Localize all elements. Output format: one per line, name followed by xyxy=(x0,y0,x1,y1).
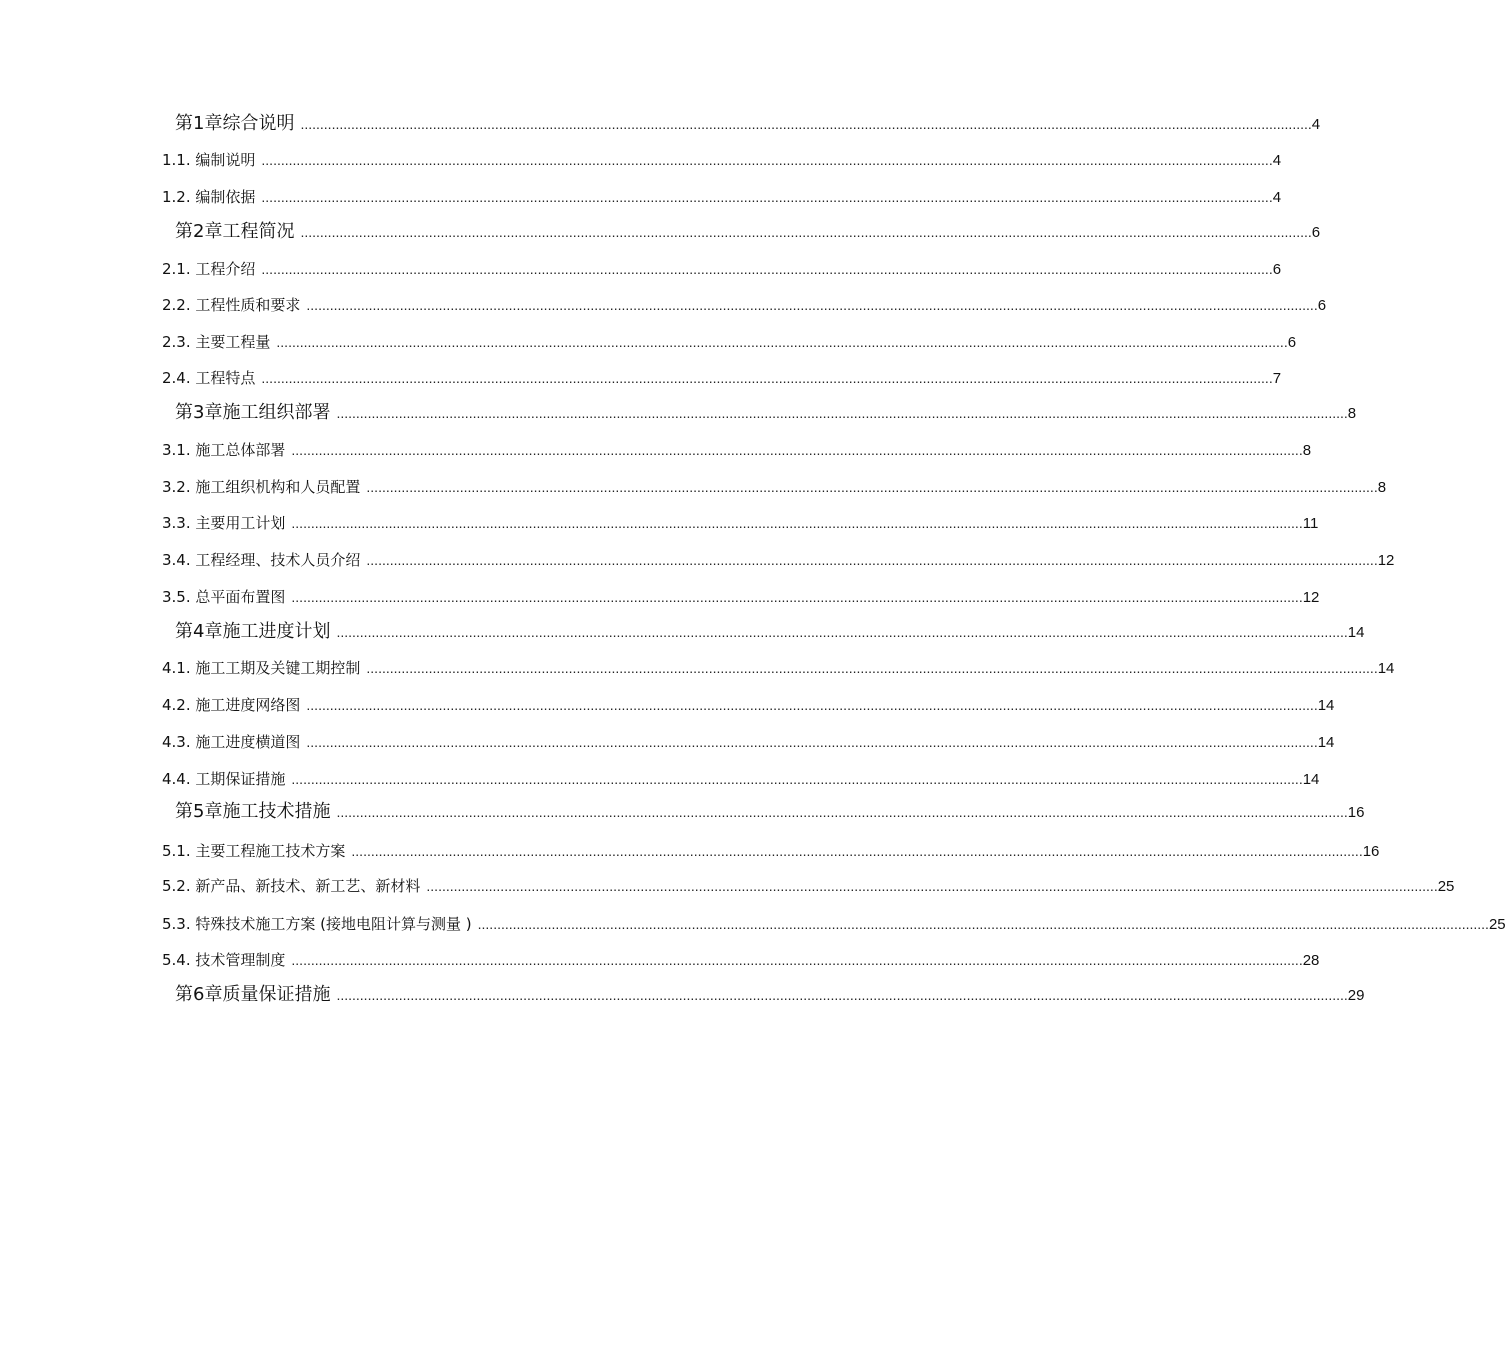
toc-entry-page: 14 xyxy=(1377,660,1395,677)
toc-entry-page: 12 xyxy=(1377,552,1395,569)
toc-entry-page: 8 xyxy=(1347,405,1357,422)
toc-entry-page: 16 xyxy=(1362,843,1380,860)
toc-dot-leader: .................................................................................................................................................................................................................................................................... xyxy=(351,843,1363,859)
toc-entry-page: 14 xyxy=(1302,771,1320,788)
toc-section-3-5[interactable] xyxy=(162,588,1320,606)
toc-dot-leader: .................................................................................................................................................................................................................................................................... xyxy=(336,624,1348,640)
toc-section-5-2[interactable] xyxy=(162,877,1455,895)
toc-entry-page: 4 xyxy=(1272,152,1282,169)
toc-dot-leader: .................................................................................................................................................................................................................................................................... xyxy=(366,552,1378,568)
toc-entry-page: 25 xyxy=(1437,878,1455,895)
toc-section-4-4[interactable] xyxy=(162,770,1320,788)
toc-dot-leader: .................................................................................................................................................................................................................................................................... xyxy=(291,515,1303,531)
toc-entry-page: 29 xyxy=(1347,987,1365,1004)
toc-section-2-1[interactable] xyxy=(162,260,1282,278)
toc-section-4-3[interactable] xyxy=(162,733,1335,751)
toc-dot-leader: .................................................................................................................................................................................................................................................................... xyxy=(291,442,1303,458)
toc-entry-page: 14 xyxy=(1317,697,1335,714)
toc-dot-leader: .................................................................................................................................................................................................................................................................... xyxy=(426,878,1438,894)
toc-dot-leader: .................................................................................................................................................................................................................................................................... xyxy=(276,334,1288,350)
toc-entry-title: 第5章施工技术措施 xyxy=(175,801,331,822)
toc-section-2-3[interactable] xyxy=(162,333,1297,351)
toc-entry-page: 12 xyxy=(1302,589,1320,606)
toc-dot-leader: .................................................................................................................................................................................................................................................................... xyxy=(291,952,1303,968)
toc-chapter-2[interactable] xyxy=(175,221,1321,242)
toc-dot-leader: .................................................................................................................................................................................................................................................................... xyxy=(291,771,1303,787)
toc-entry-page: 6 xyxy=(1311,224,1321,241)
toc-dot-leader: .................................................................................................................................................................................................................................................................... xyxy=(306,734,1318,750)
toc-entry-title: 4.1. 施工工期及关键工期控制 xyxy=(162,659,361,677)
toc-entry-title: 2.2. 工程性质和要求 xyxy=(162,296,301,314)
toc-entry-page: 4 xyxy=(1272,189,1282,206)
toc-section-1-2[interactable] xyxy=(162,188,1282,206)
toc-entry-title: 2.1. 工程介绍 xyxy=(162,260,256,278)
toc-dot-leader: .................................................................................................................................................................................................................................................................... xyxy=(306,297,1318,313)
toc-entry-title: 3.5. 总平面布置图 xyxy=(162,588,286,606)
toc-entry-page: 16 xyxy=(1347,804,1365,821)
toc-dot-leader: .................................................................................................................................................................................................................................................................... xyxy=(261,189,1273,205)
toc-section-5-4[interactable] xyxy=(162,951,1320,969)
toc-entry-page: 25 xyxy=(1488,916,1506,933)
toc-dot-leader: .................................................................................................................................................................................................................................................................... xyxy=(261,152,1273,168)
toc-entry-title: 2.4. 工程特点 xyxy=(162,369,256,387)
toc-section-3-3[interactable] xyxy=(162,514,1319,532)
toc-chapter-6[interactable] xyxy=(175,984,1365,1005)
toc-entry-page: 4 xyxy=(1311,116,1321,133)
toc-chapter-3[interactable] xyxy=(175,402,1357,423)
toc-dot-leader: .................................................................................................................................................................................................................................................................... xyxy=(366,479,1378,495)
toc-entry-title: 3.2. 施工组织机构和人员配置 xyxy=(162,478,361,496)
toc-dot-leader: .................................................................................................................................................................................................................................................................... xyxy=(336,405,1348,421)
toc-entry-page: 14 xyxy=(1317,734,1335,751)
toc-entry-title: 5.3. 特殊技术施工方案 (接地电阻计算与测量 ) xyxy=(162,915,472,933)
toc-entry-title: 5.2. 新产品、新技术、新工艺、新材料 xyxy=(162,877,421,895)
toc-entry-title: 4.2. 施工进度网络图 xyxy=(162,696,301,714)
toc-entry-title: 1.1. 编制说明 xyxy=(162,151,256,169)
toc-dot-leader: .................................................................................................................................................................................................................................................................... xyxy=(336,804,1348,820)
toc-entry-page: 6 xyxy=(1287,334,1297,351)
toc-dot-leader: .................................................................................................................................................................................................................................................................... xyxy=(291,589,1303,605)
toc-entry-title: 第6章质量保证措施 xyxy=(175,984,331,1005)
toc-entry-title: 第1章综合说明 xyxy=(175,113,295,134)
toc-section-2-4[interactable] xyxy=(162,369,1282,387)
toc-section-3-1[interactable] xyxy=(162,441,1312,459)
toc-chapter-4[interactable] xyxy=(175,621,1365,642)
toc-entry-page: 6 xyxy=(1272,261,1282,278)
toc-entry-page: 14 xyxy=(1347,624,1365,641)
toc-entry-page: 11 xyxy=(1302,515,1319,532)
toc-section-1-1[interactable] xyxy=(162,151,1282,169)
toc-section-3-4[interactable] xyxy=(162,551,1395,569)
toc-dot-leader: .................................................................................................................................................................................................................................................................... xyxy=(306,697,1318,713)
toc-dot-leader: .................................................................................................................................................................................................................................................................... xyxy=(300,224,1312,240)
toc-entry-page: 6 xyxy=(1317,297,1327,314)
toc-section-5-1[interactable] xyxy=(162,842,1380,860)
toc-dot-leader: .................................................................................................................................................................................................................................................................... xyxy=(300,116,1312,132)
toc-entry-title: 2.3. 主要工程量 xyxy=(162,333,271,351)
toc-dot-leader: .................................................................................................................................................................................................................................................................... xyxy=(261,261,1273,277)
toc-section-4-1[interactable] xyxy=(162,659,1395,677)
toc-entry-title: 第3章施工组织部署 xyxy=(175,402,331,423)
toc-dot-leader: .................................................................................................................................................................................................................................................................... xyxy=(477,916,1489,932)
toc-entry-title: 1.2. 编制依据 xyxy=(162,188,256,206)
toc-chapter-1[interactable] xyxy=(175,113,1321,134)
toc-chapter-5[interactable] xyxy=(175,801,1365,822)
toc-entry-title: 第2章工程简况 xyxy=(175,221,295,242)
toc-entry-title: 4.4. 工期保证措施 xyxy=(162,770,286,788)
toc-entry-title: 3.3. 主要用工计划 xyxy=(162,514,286,532)
toc-entry-page: 28 xyxy=(1302,952,1320,969)
toc-entry-page: 8 xyxy=(1302,442,1312,459)
toc-section-4-2[interactable] xyxy=(162,696,1335,714)
toc-dot-leader: .................................................................................................................................................................................................................................................................... xyxy=(336,987,1348,1003)
toc-entry-title: 第4章施工进度计划 xyxy=(175,621,331,642)
toc-entry-title: 5.1. 主要工程施工技术方案 xyxy=(162,842,346,860)
toc-dot-leader: .................................................................................................................................................................................................................................................................... xyxy=(261,370,1273,386)
toc-entry-title: 4.3. 施工进度横道图 xyxy=(162,733,301,751)
toc-entry-page: 7 xyxy=(1272,370,1282,387)
toc-entry-title: 3.4. 工程经理、技术人员介绍 xyxy=(162,551,361,569)
toc-entry-title: 3.1. 施工总体部署 xyxy=(162,441,286,459)
toc-dot-leader: .................................................................................................................................................................................................................................................................... xyxy=(366,660,1378,676)
toc-section-2-2[interactable] xyxy=(162,296,1327,314)
toc-entry-page: 8 xyxy=(1377,479,1387,496)
toc-section-5-3[interactable] xyxy=(162,915,1506,933)
toc-section-3-2[interactable] xyxy=(162,478,1387,496)
toc-entry-title: 5.4. 技术管理制度 xyxy=(162,951,286,969)
